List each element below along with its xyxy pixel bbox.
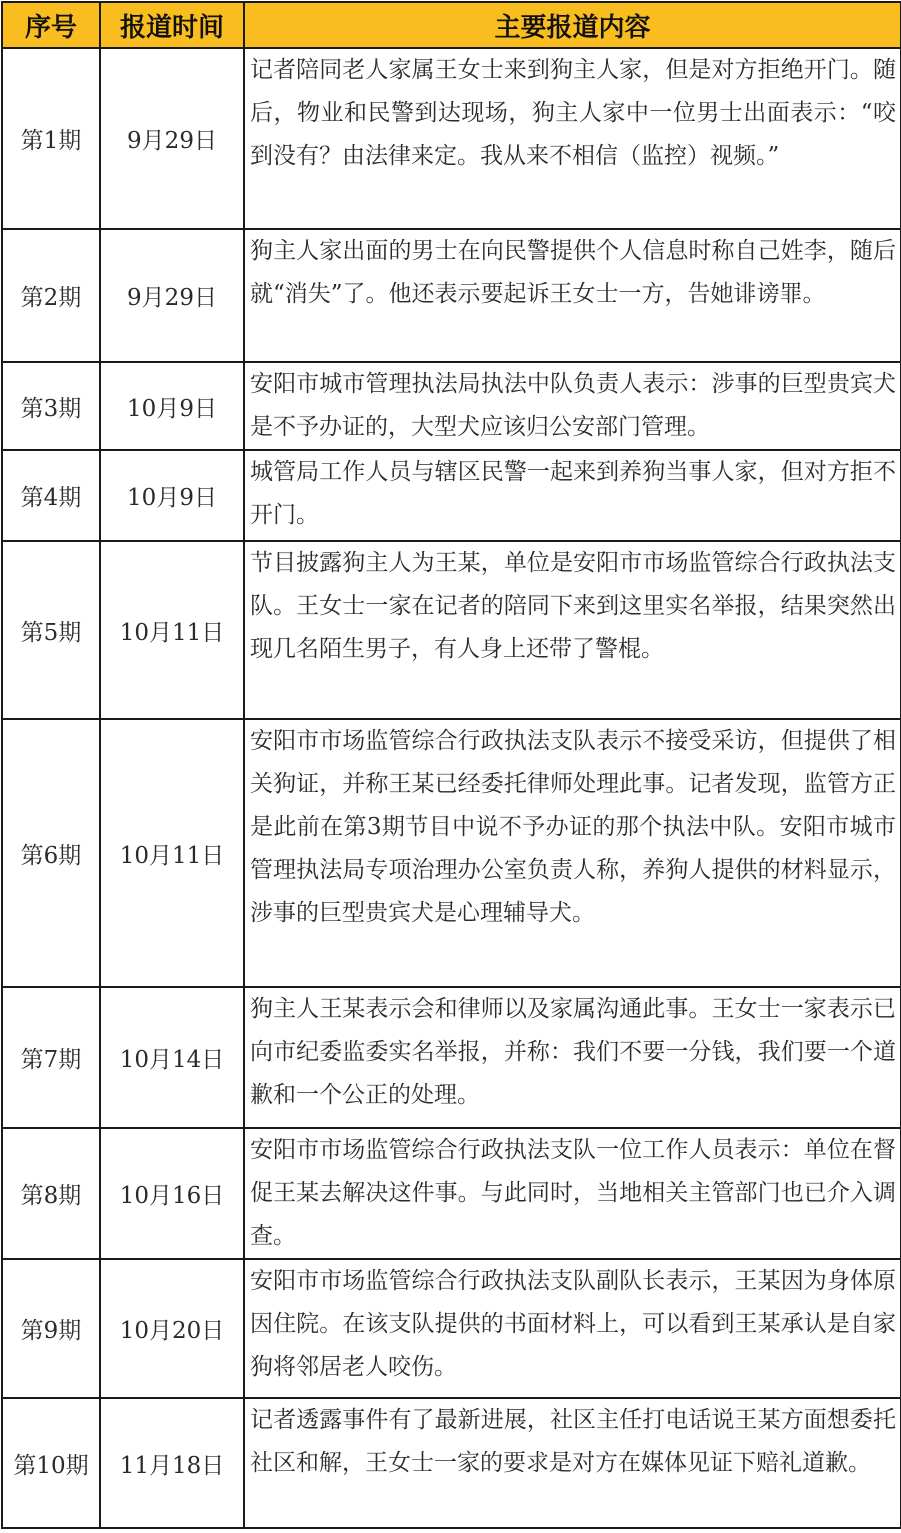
episode-number: 第4期 xyxy=(2,450,100,541)
table-row xyxy=(2,229,901,362)
table-row xyxy=(2,450,901,541)
episode-number: 第7期 xyxy=(2,987,100,1128)
report-date: 10月20日 xyxy=(100,1259,244,1398)
header-row xyxy=(2,2,901,48)
table-row xyxy=(2,1128,901,1259)
episode-number: 第1期 xyxy=(2,48,100,229)
report-content: 记者透露事件有了最新进展，社区主任打电话说王某方面想委托社区和解，王女士一家的要求是对方在媒体见证下赔礼道歉。 xyxy=(244,1398,901,1528)
report-content: 狗主人家出面的男士在向民警提供个人信息时称自己姓李，随后就“消失”了。他还表示要起诉王女士一方，告她诽谤罪。 xyxy=(244,229,901,362)
table-row xyxy=(2,719,901,987)
report-date: 10月11日 xyxy=(100,541,244,719)
report-date: 10月9日 xyxy=(100,362,244,450)
report-date: 10月9日 xyxy=(100,450,244,541)
report-date: 9月29日 xyxy=(100,48,244,229)
report-content: 安阳市市场监管综合行政执法支队副队长表示，王某因为身体原因住院。在该支队提供的书面材料上，可以看到王某承认是自家狗将邻居老人咬伤。 xyxy=(244,1259,901,1398)
episode-number: 第5期 xyxy=(2,541,100,719)
table-row xyxy=(2,48,901,229)
episode-number: 第2期 xyxy=(2,229,100,362)
header-date: 报道时间 xyxy=(100,2,244,48)
episode-number: 第6期 xyxy=(2,719,100,987)
report-date: 9月29日 xyxy=(100,229,244,362)
report-content: 安阳市市场监管综合行政执法支队一位工作人员表示：单位在督促王某去解决这件事。与此同时，当地相关主管部门也已介入调查。 xyxy=(244,1128,901,1259)
table-row xyxy=(2,987,901,1128)
report-date: 11月18日 xyxy=(100,1398,244,1528)
report-content: 安阳市市场监管综合行政执法支队表示不接受采访，但提供了相关狗证，并称王某已经委托律师处理此事。记者发现，监管方正是此前在第3期节目中说不予办证的那个执法中队。安阳市城市管理执法局专项治理办公室负责人称，养狗人提供的材料显示，涉事的巨型贵宾犬是心理辅导犬。 xyxy=(244,719,901,987)
episode-number: 第8期 xyxy=(2,1128,100,1259)
episode-number: 第9期 xyxy=(2,1259,100,1398)
report-date: 10月14日 xyxy=(100,987,244,1128)
report-table xyxy=(1,1,901,1529)
report-content: 安阳市城市管理执法局执法中队负责人表示：涉事的巨型贵宾犬是不予办证的，大型犬应该归公安部门管理。 xyxy=(244,362,901,450)
episode-number: 第3期 xyxy=(2,362,100,450)
header-number: 序号 xyxy=(2,2,100,48)
table-row xyxy=(2,362,901,450)
table-row xyxy=(2,1398,901,1528)
report-content: 节目披露狗主人为王某，单位是安阳市市场监管综合行政执法支队。王女士一家在记者的陪同下来到这里实名举报，结果突然出现几名陌生男子，有人身上还带了警棍。 xyxy=(244,541,901,719)
report-date: 10月11日 xyxy=(100,719,244,987)
header-content: 主要报道内容 xyxy=(244,2,901,48)
report-content: 记者陪同老人家属王女士来到狗主人家，但是对方拒绝开门。随后，物业和民警到达现场，狗主人家中一位男士出面表示：“咬到没有？由法律来定。我从来不相信（监控）视频。” xyxy=(244,48,901,229)
episode-number: 第10期 xyxy=(2,1398,100,1528)
table-row xyxy=(2,1259,901,1398)
report-content: 狗主人王某表示会和律师以及家属沟通此事。王女士一家表示已向市纪委监委实名举报，并称：我们不要一分钱，我们要一个道歉和一个公正的处理。 xyxy=(244,987,901,1128)
table-row xyxy=(2,541,901,719)
report-content: 城管局工作人员与辖区民警一起来到养狗当事人家，但对方拒不开门。 xyxy=(244,450,901,541)
report-date: 10月16日 xyxy=(100,1128,244,1259)
